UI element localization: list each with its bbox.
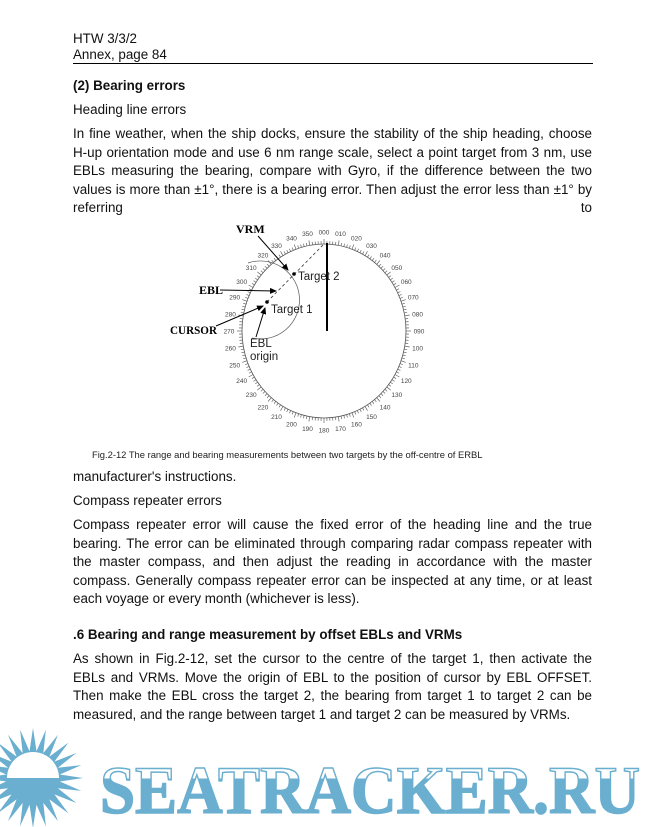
- bearing-tick: [402, 358, 405, 359]
- bearing-tick: [294, 413, 296, 418]
- watermark-text: SEATRACKER.RU: [100, 752, 640, 827]
- ebl-origin-arrow: [256, 308, 265, 337]
- bearing-tick: [248, 292, 251, 293]
- cursor-label: CURSOR: [170, 323, 218, 337]
- bearing-tick: [274, 401, 276, 403]
- bearing-tick-label: 220: [257, 404, 269, 412]
- paragraph: In fine weather, when the ship docks, ensure the stability of the ship heading, choose H-up orientation mode and use 6 nm range scale, select a point target from 3 nm, use EBLs measuring the bearing, compare with Gyro, if the difference between the two values is more than ±1°, there is a bearing error. Then adjust the error less than ±1° by referring to: [73, 126, 592, 216]
- bearing-tick: [360, 250, 361, 253]
- bearing-tick: [377, 398, 380, 402]
- bearing-tick: [394, 283, 397, 285]
- bearing-tick-label: 240: [236, 378, 248, 385]
- bearing-tick: [292, 248, 293, 251]
- bearing-tick: [242, 300, 247, 302]
- bearing-tick-label: 290: [229, 294, 241, 302]
- bearing-tick: [394, 377, 397, 379]
- bearing-tick: [400, 297, 403, 298]
- bearing-tick: [298, 245, 299, 248]
- bearing-tick: [344, 415, 345, 418]
- bearing-tick: [401, 300, 406, 302]
- bearing-tick: [357, 249, 358, 252]
- bearing-tick: [338, 240, 339, 245]
- bearing-tick-label: 080: [412, 311, 423, 319]
- bearing-tick: [403, 306, 406, 307]
- bearing-tick-label: 200: [286, 421, 297, 429]
- watermark: [0, 725, 663, 827]
- bearing-tick: [365, 251, 368, 255]
- bearing-tick-label: 120: [400, 378, 412, 385]
- bearing-tick: [349, 414, 350, 417]
- bearing-tick: [387, 272, 391, 275]
- bearing-tick: [242, 309, 245, 310]
- bearing-tick: [383, 268, 385, 270]
- bearing-tick: [284, 408, 285, 411]
- bearing-tick: [252, 377, 255, 379]
- bearing-tick: [362, 408, 363, 411]
- bearing-tick-label: 320: [257, 252, 269, 260]
- bearing-tick-label: 160: [351, 421, 362, 429]
- ebl-origin-label-2: origin: [250, 351, 279, 363]
- bearing-tick: [261, 389, 263, 391]
- bearing-tick-label: 350: [302, 231, 313, 239]
- bearing-tick: [385, 389, 387, 391]
- bearing-tick-label: 280: [225, 311, 236, 319]
- bearing-tick: [272, 260, 274, 262]
- bearing-tick-label: 110: [408, 362, 419, 370]
- bearing-tick: [257, 276, 259, 278]
- doc-id: HTW 3/3/2: [73, 31, 137, 46]
- bearing-tick: [360, 409, 361, 412]
- bearing-tick: [374, 260, 376, 262]
- sun-logo-icon: [0, 728, 83, 827]
- bearing-tick-label: 030: [366, 242, 377, 250]
- bearing-tick: [372, 258, 374, 260]
- bearing-tick: [255, 382, 257, 384]
- bearing-tick-label: 300: [236, 279, 248, 286]
- bearing-tick: [349, 245, 350, 248]
- bearing-tick: [379, 264, 381, 266]
- bearing-tick: [392, 281, 394, 283]
- bearing-tick-label: 230: [245, 392, 257, 400]
- bearing-tick: [390, 382, 392, 384]
- subsection-title: Heading line errors: [73, 102, 187, 117]
- vrm-ring: [245, 261, 300, 339]
- bearing-tick: [243, 303, 246, 304]
- bearing-tick-label: 260: [225, 345, 236, 353]
- bearing-tick: [344, 244, 345, 247]
- bearing-tick: [287, 409, 288, 412]
- bearing-tick: [357, 410, 358, 413]
- bearing-tick: [276, 403, 278, 405]
- bearing-tick: [404, 312, 407, 313]
- bearing-tick: [254, 281, 256, 283]
- bearing-tick: [370, 403, 372, 405]
- bearing-tick: [254, 380, 256, 382]
- bearing-tick: [395, 375, 399, 378]
- target-1-marker: [265, 300, 269, 304]
- subsection-title: Compass repeater errors: [73, 493, 222, 508]
- bearing-tick: [387, 387, 391, 390]
- bearing-tick: [365, 406, 368, 410]
- bearing-tick: [398, 292, 401, 293]
- bearing-tick: [267, 396, 269, 398]
- bearing-tick: [301, 244, 302, 247]
- bearing-tick-label: 180: [318, 427, 330, 435]
- bearing-tick: [287, 250, 288, 253]
- bearing-tick: [249, 372, 252, 373]
- bearing-tick: [372, 401, 374, 403]
- paragraph-continued: manufacturer's instructions.: [73, 469, 237, 484]
- bearing-tick: [243, 358, 246, 359]
- bearing-tick: [249, 289, 252, 290]
- bearing-tick: [306, 243, 307, 246]
- bearing-tick: [265, 266, 267, 268]
- bearing-tick: [272, 400, 274, 402]
- bearing-tick: [399, 294, 402, 295]
- section-title: (2) Bearing errors: [73, 78, 186, 93]
- bearing-tick: [257, 385, 259, 387]
- bearing-tick: [399, 366, 402, 367]
- paragraph: As shown in Fig.2-12, set the cursor to the centre of the target 1, then activate the EBLs and VRMs. Move the origin of EBL to the position of cursor by EBL OFFSET. Then make the EBL cross the target 2, the bearing from target 1 to target 2 can be measured, and the range between target 1 and target 2 can be measured by VRMs.: [73, 651, 592, 722]
- bearing-tick: [341, 416, 342, 419]
- bearing-tick: [347, 244, 348, 247]
- bearing-tick: [245, 364, 248, 365]
- bearing-tick: [257, 387, 261, 390]
- bearing-tick: [398, 369, 401, 370]
- bearing-tick: [389, 385, 391, 387]
- paragraph: Compass repeater error will cause the fixed error of the heading line and the true bearing. The error can be eliminated through comparing radar compass repeater with the master compass, and then adjust the reading in accordance with the master compass. Generally compass repeater error can be inspected at any time, or at least each voyage or every month (whichever is less).: [73, 517, 592, 607]
- bearing-tick-label: 000: [318, 229, 330, 237]
- bearing-tick: [341, 243, 342, 246]
- bearing-tick: [377, 261, 380, 265]
- bearing-tick: [274, 258, 276, 260]
- target-2-label: Target 2: [298, 271, 340, 283]
- bearing-tick: [367, 255, 369, 258]
- bearing-tick: [279, 255, 281, 258]
- bearing-tick: [385, 271, 387, 273]
- bearing-tick: [257, 272, 261, 275]
- target-1-label: Target 1: [271, 304, 313, 316]
- bearing-tick: [263, 391, 265, 393]
- bearing-tick: [265, 394, 267, 396]
- bearing-tick: [374, 400, 376, 402]
- bearing-tick: [294, 245, 296, 250]
- bearing-tick: [241, 349, 244, 350]
- bearing-tick: [261, 271, 263, 273]
- bearing-tick-label: 060: [400, 279, 412, 286]
- bearing-tick-label: 340: [286, 235, 297, 243]
- bearing-tick-label: 070: [407, 294, 419, 302]
- bearing-tick: [246, 366, 249, 367]
- bearing-tick: [281, 251, 284, 255]
- bearing-tick-label: 270: [223, 328, 235, 336]
- bearing-tick: [355, 248, 356, 251]
- bearing-tick: [390, 278, 392, 280]
- figure-caption: Fig.2-12 The range and bearing measurements between two targets by the off-centre of ERBL: [92, 449, 483, 460]
- bearing-tick: [404, 352, 407, 353]
- ebl-origin-label: EBL: [250, 338, 272, 350]
- bearing-tick: [338, 417, 339, 422]
- bearing-tick-label: 040: [379, 252, 391, 260]
- bearing-tick: [404, 309, 407, 310]
- bearing-tick: [267, 264, 269, 266]
- bearing-tick: [392, 380, 394, 382]
- bearing-tick: [367, 405, 369, 408]
- bearing-tick: [241, 312, 244, 313]
- section-title: .6 Bearing and range measurement by offset EBLs and VRMs: [73, 627, 463, 642]
- target-2-marker: [292, 272, 296, 276]
- bearing-tick: [292, 412, 293, 415]
- bearing-tick: [249, 285, 253, 288]
- bearing-tick: [309, 417, 310, 422]
- bearing-tick: [242, 352, 245, 353]
- bearing-tick: [246, 294, 249, 295]
- bearing-tick-label: 010: [335, 231, 346, 239]
- ebl-arrow: [220, 290, 276, 291]
- bearing-tick: [405, 315, 410, 316]
- bearing-tick: [303, 244, 304, 247]
- page-number: Annex, page 84: [73, 46, 167, 62]
- bearing-tick: [284, 252, 285, 255]
- bearing-tick: [370, 256, 372, 258]
- bearing-tick: [281, 406, 284, 410]
- bearing-tick: [381, 266, 383, 268]
- bearing-tick-label: 250: [229, 362, 241, 370]
- cursor-arrow: [216, 306, 263, 326]
- bearing-tick-label: 140: [379, 404, 391, 412]
- bearing-tick-label: 090: [413, 328, 425, 336]
- bearing-tick: [383, 391, 385, 393]
- bearing-tick: [395, 285, 399, 288]
- bearing-tick: [379, 396, 381, 398]
- bearing-tick: [347, 415, 348, 418]
- bearing-tick-label: 190: [302, 425, 313, 433]
- bearing-tick: [362, 252, 363, 255]
- bearing-tick: [306, 416, 307, 419]
- bearing-tick: [289, 410, 290, 413]
- bearing-tick-label: 310: [245, 264, 257, 272]
- bearing-tick: [381, 394, 383, 396]
- bearing-tick: [403, 355, 406, 356]
- bearing-tick: [249, 375, 253, 378]
- bearing-scale: [237, 239, 411, 423]
- bearing-tick: [303, 415, 304, 418]
- bearing-tick: [301, 415, 302, 418]
- bearing-tick: [400, 364, 403, 365]
- bearing-tick: [242, 355, 245, 356]
- bearing-tick: [245, 297, 248, 298]
- bearing-tick: [309, 240, 310, 245]
- bearing-tick: [389, 276, 391, 278]
- bearing-tick: [352, 245, 354, 250]
- bearing-tick: [396, 289, 399, 290]
- bearing-tick: [242, 306, 245, 307]
- bearing-tick-label: 150: [366, 414, 377, 422]
- bearing-tick-label: 130: [391, 392, 403, 400]
- bearing-tick: [238, 346, 243, 347]
- bearing-tick: [298, 414, 299, 417]
- bearing-tick: [396, 372, 399, 373]
- bearing-tick: [404, 349, 407, 350]
- bearing-tick: [252, 283, 255, 285]
- bearing-tick: [402, 303, 405, 304]
- bearing-tick: [242, 361, 247, 363]
- ebl-label: EBL: [199, 283, 224, 297]
- bearing-tick-label: 100: [412, 345, 423, 353]
- bearing-tick: [405, 346, 410, 347]
- bearing-tick: [352, 413, 354, 418]
- bearing-tick: [268, 398, 271, 402]
- bearing-tick: [279, 405, 281, 408]
- bearing-tick: [401, 361, 406, 363]
- bearing-tick-label: 170: [335, 425, 346, 433]
- bearing-tick: [255, 278, 257, 280]
- bearing-tick-label: 330: [271, 242, 282, 250]
- bearing-tick-label: 050: [391, 264, 403, 272]
- bearing-tick: [289, 249, 290, 252]
- bearing-tick: [248, 369, 251, 370]
- bearing-tick: [355, 412, 356, 415]
- vrm-label: VRM: [236, 222, 265, 236]
- bearing-tick: [263, 268, 265, 270]
- bearing-tick-label: 210: [271, 414, 282, 422]
- bearing-tick-label: 020: [351, 235, 362, 243]
